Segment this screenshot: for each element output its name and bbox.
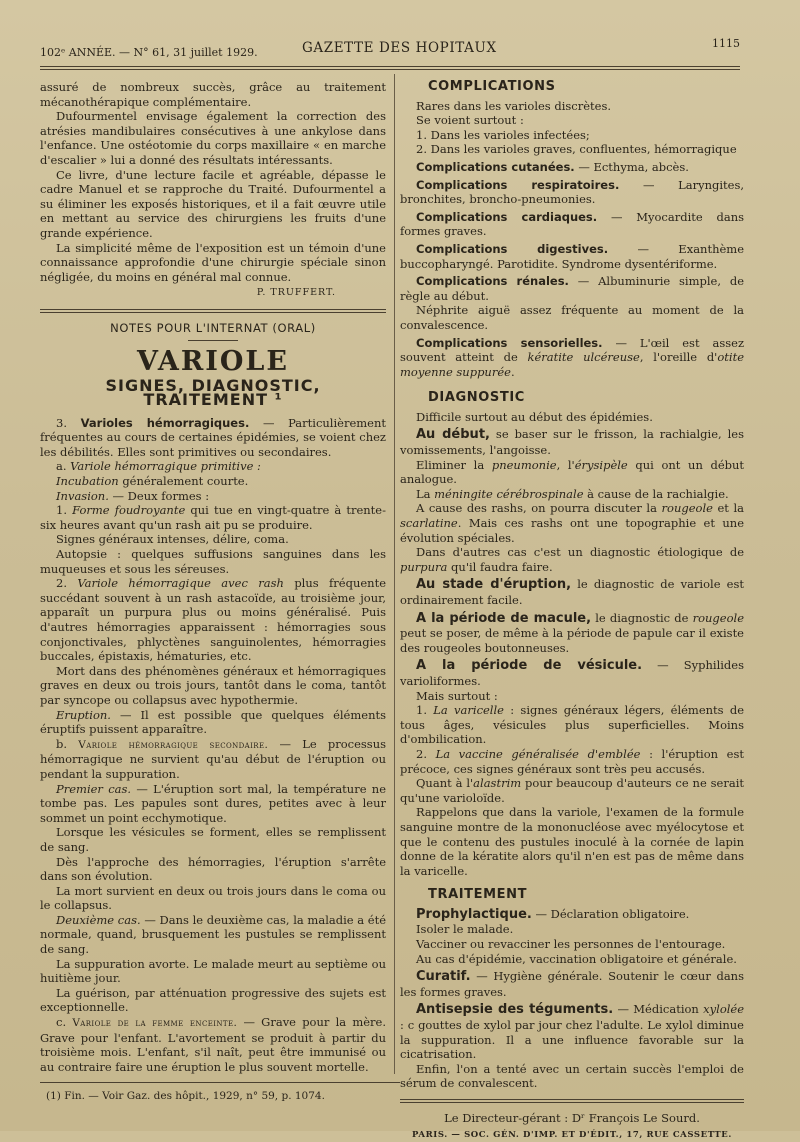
section-title: Variole de la femme enceinte. [72,1017,238,1030]
page-number: 1115 [712,37,740,50]
section-title: A la période de vésicule. [416,658,643,674]
section-title: Au stade d'éruption, [416,577,572,593]
list-item: 1. Dans les varioles infectées; [416,127,590,142]
paragraph: Complications cardiaques. — Myocardite dans formes graves. [400,209,744,239]
paragraph: c. Variole de la femme enceinte. — Grave pour la mère. Grave pour l'enfant. L'avortement se produit à partir du troisième mois. L'enfant, s'il naît, peut être immunisé ou au contraire faire une éruption le plus souvent mortelle. [40,1015,387,1074]
paragraph: Complications rénales. — Albuminurie simple, de règle au début. [400,274,745,303]
section-title: Au début, [416,427,490,443]
paragraph: Curatif. — Hygiène générale. Soutenir le cœur dans les formes graves. [400,969,744,999]
header-rule [40,66,740,70]
list-item: 2. Dans les varioles graves, confluentes, hémorragique [416,142,737,157]
short-rule [188,340,238,341]
paragraph: Autopsie : quelques suffusions sanguines dans les muqueuses et sous les séreuses. [40,547,386,576]
paragraph: La guérison, par atténuation progressive des sujets est exceptionnelle. [40,985,386,1015]
paragraph: Dès l'approche des hémorragies, l'éruption s'arrête dans son évolution. [40,854,386,884]
paragraph: Rares dans les varioles discrètes. [416,98,612,113]
paragraph: Rappelons que dans la variole, l'examen de la formule sanguine montre de la mononucléose avec myélocytose et que le contenu des pustules inoculé à la cornée de lapin donne de la kératite alors qu'il n'en est pas de même dans la varicelle. [400,805,744,878]
paragraph: Au début, se baser sur le frisson, la rachialgie, les vomissements, l'angoisse. [400,427,745,458]
section-title: Varioles hémorragiques. [80,415,250,430]
list-item: 1. La varicelle : signes généraux légers, éléments de tous âges, vésicules plus superficielles. Moins d'ombilication. [400,703,745,747]
paragraph: A la période de vésicule. — Syphilides varioliformes. [400,658,744,688]
paragraph: Lorsque les vésicules se forment, elles se remplissent de sang. [40,825,386,854]
footnote-rule [40,1082,400,1083]
paragraph: Vacciner ou revacciner les personnes de l'entourage. [416,937,726,952]
section-separator [40,309,386,313]
paragraph: La suppuration avorte. Le malade meurt au septième ou huitième jour. [40,956,386,986]
paragraph: 2. Variole hémorragique avec rash plus fréquente succédant souvent à un rash astacoïde, au troisième jour, apparaît un purpura plus ou moins généralisé. Puis d'autres hémorragies apparaissent : hémorragies sous conjonctivales, phlyctènes sanguinolentes, hémorragies buccales, épistaxis, hématuries, etc. [40,576,386,664]
paragraph: Mort dans des phénomènes généraux et hémorragiques graves en deux ou trois jours, tantôt dans le coma, tantôt par syncope ou collapsus avec hypothermie. [40,663,386,707]
section-title: Prophylactique. [416,906,532,922]
paragraph: Se voient surtout : [416,113,524,128]
section-title: Complications respiratoires. [416,177,620,192]
paragraph: Isoler le malade. [416,922,514,937]
journal-title: GAZETTE DES HOPITAUX [302,40,497,56]
right-column [400,76,744,1142]
paragraph: Difficile surtout au début des épidémies. [416,409,653,424]
paragraph: Deuxième cas. — Dans le deuxième cas, la maladie a été normale, quand, brusquement les pustules se remplissent de sang. [40,912,387,957]
paragraph: Invasion. — Deux formes : [56,488,210,503]
paragraph: Complications digestives. — Exanthème buccopharyngé. Parotidite. Syndrome dysentériforme. [400,241,744,271]
notes-heading: NOTES POUR L'INTERNAT (ORAL) [110,320,316,335]
section-title: Complications digestives. [416,241,609,256]
list-item: 2. La vaccine généralisée d'emblée : l'éruption est précoce, ces signes généraux sont très peu accusés. [400,746,744,776]
paragraph: Complications sensorielles. — L'œil est assez souvent atteint de kératite ulcéreuse, l'oreille d'otite moyenne suppurée. [400,335,745,379]
paragraph: Incubation généralement courte. [56,474,249,489]
paragraph: Prophylactique. — Déclaration obligatoire. [416,906,690,922]
paragraph: Quant à l'alastrim pour beaucoup d'auteurs ce ne serait qu'une varioloïde. [400,776,744,805]
paragraph: Dufourmentel envisage également la correction des atrésies mandibulaires consécutives à une ankylose dans l'enfance. Une ostéotomie du corps maxillaire « en marche d'escalier » lui a donné des résultats intéressants. [40,109,386,167]
paragraph: Complications cutanées. — Ecthyma, abcès. [416,159,689,174]
section-title: Complications sensorielles. [416,335,603,350]
paragraph: Au cas d'épidémie, vaccination obligatoire et générale. [416,951,737,966]
paragraph: La simplicité même de l'exposition est un témoin d'une connaissance approfondie d'une chirurgie spéciale sinon négligée, du moins en général mal connue. [40,240,386,284]
paragraph: Mais surtout : [416,688,498,703]
paragraph: Néphrite aiguë assez fréquente au moment de la convalescence. [400,303,744,332]
section-title: Complications cardiaques. [416,209,598,224]
page-header [40,37,740,64]
paragraph: 1. Forme foudroyante qui tue en vingt-quatre à trente-six heures avant qu'un rash ait pu se produire. [40,503,386,532]
paragraph: La mort survient en deux ou trois jours dans le coma ou le collapsus. [40,883,386,913]
paragraph: assuré de nombreux succès, grâce au traitement mécanothérapique complémentaire. [40,80,386,109]
section-title: Complications rénales. [416,274,569,289]
section-title: A la période de macule, [416,610,592,626]
paragraph: A cause des rashs, on pourra discuter la rougeole et la scarlatine. Mais ces rashs ont une topographie et une évolution spéciales. [400,501,745,545]
paragraph: Au stade d'éruption, le diagnostic de variole est ordinairement facile. [400,577,744,607]
paragraph: Ce livre, d'une lecture facile et agréable, dépasse le cadre Manuel et se rapproche du Traité. Dufourmentel a su éliminer les exposés historiques, et il a fait œuvre utile en mettant au service des chirurgiens les fruits d'une grande expérience. [40,167,386,240]
paragraph: a. Variole hémorragique primitive : [56,459,261,474]
paragraph: Dans d'autres cas c'est un diagnostic étiologique de purpura qu'il faudra faire. [400,545,744,574]
paragraph: Eliminer la pneumonie, l'érysipèle qui ont un début analogue. [400,457,745,487]
section-title: Curatif. [416,969,471,985]
paragraph: Antisepsie des téguments. — Médication xylolée : c gouttes de xylol par jour chez l'adulte. Le xylol diminue la suppuration. Il a une influence favorable sur la cicatrisation. [400,1002,745,1062]
column-divider [394,74,395,1074]
printer-line: PARIS. — SOC. GÉN. D'IMP. ET D'ÉDIT., 17, RUE CASSETTE. [412,1129,732,1140]
paragraph: 3. Varioles hémorragiques. — Particulièrement fréquentes au cours de certaines épidémies, se voient chez les débilités. Elles sont primitives ou secondaires. [40,415,387,459]
paragraph: Enfin, l'on a tenté avec un certain succès l'emploi de sérum de convalescent. [400,1061,744,1091]
issue-info: 102ᵉ ANNÉE. — N° 61, 31 juillet 1929. [40,46,258,59]
paragraph: Complications respiratoires. — Laryngites, bronchites, broncho-pneumonies. [400,177,744,207]
section-title: Variole hémorragique secondaire. [78,738,269,751]
end-rule [400,1099,744,1103]
paragraph: Signes généraux intenses, délire, coma. [56,532,289,547]
director-line: Le Directeur-gérant : Dʳ François Le Sourd. [444,1111,700,1125]
diagnostic-heading: DIAGNOSTIC [428,390,525,406]
complications-heading: COMPLICATIONS [428,79,556,94]
paragraph: Eruption. — Il est possible que quelques éléments éruptifs puissent apparaître. [40,707,387,737]
left-column [40,80,386,1104]
paragraph: La méningite cérébrospinale à cause de la rachialgie. [416,486,729,501]
paragraph: Premier cas. — L'éruption sort mal, la température ne tombe pas. Les papules sont dures, petites avec à leur sommet un point ecchymotique. [40,781,386,825]
article-title: VARIOLE [137,345,289,377]
paragraph: b. Variole hémorragique secondaire. — Le processus hémorragique ne survient qu'au début de l'éruption ou pendant la suppuration. [40,736,387,781]
traitement-heading: TRAITEMENT [428,887,528,903]
signature: P. TRUFFERT. [256,287,336,299]
section-title: Antisepsie des téguments. [416,1002,614,1018]
paragraph: A la période de macule, le diagnostic de rougeole peut se poser, de même à la période de papule car il existe des rougeoles boutonneuses. [400,610,745,655]
footnote: (1) Fin. — Voir Gaz. des hôpit., 1929, n° 59, p. 1074. [46,1090,325,1103]
article-subtitle: SIGNES, DIAGNOSTIC, TRAITEMENT ¹ [105,375,321,410]
section-title: Complications cutanées. [416,159,575,174]
